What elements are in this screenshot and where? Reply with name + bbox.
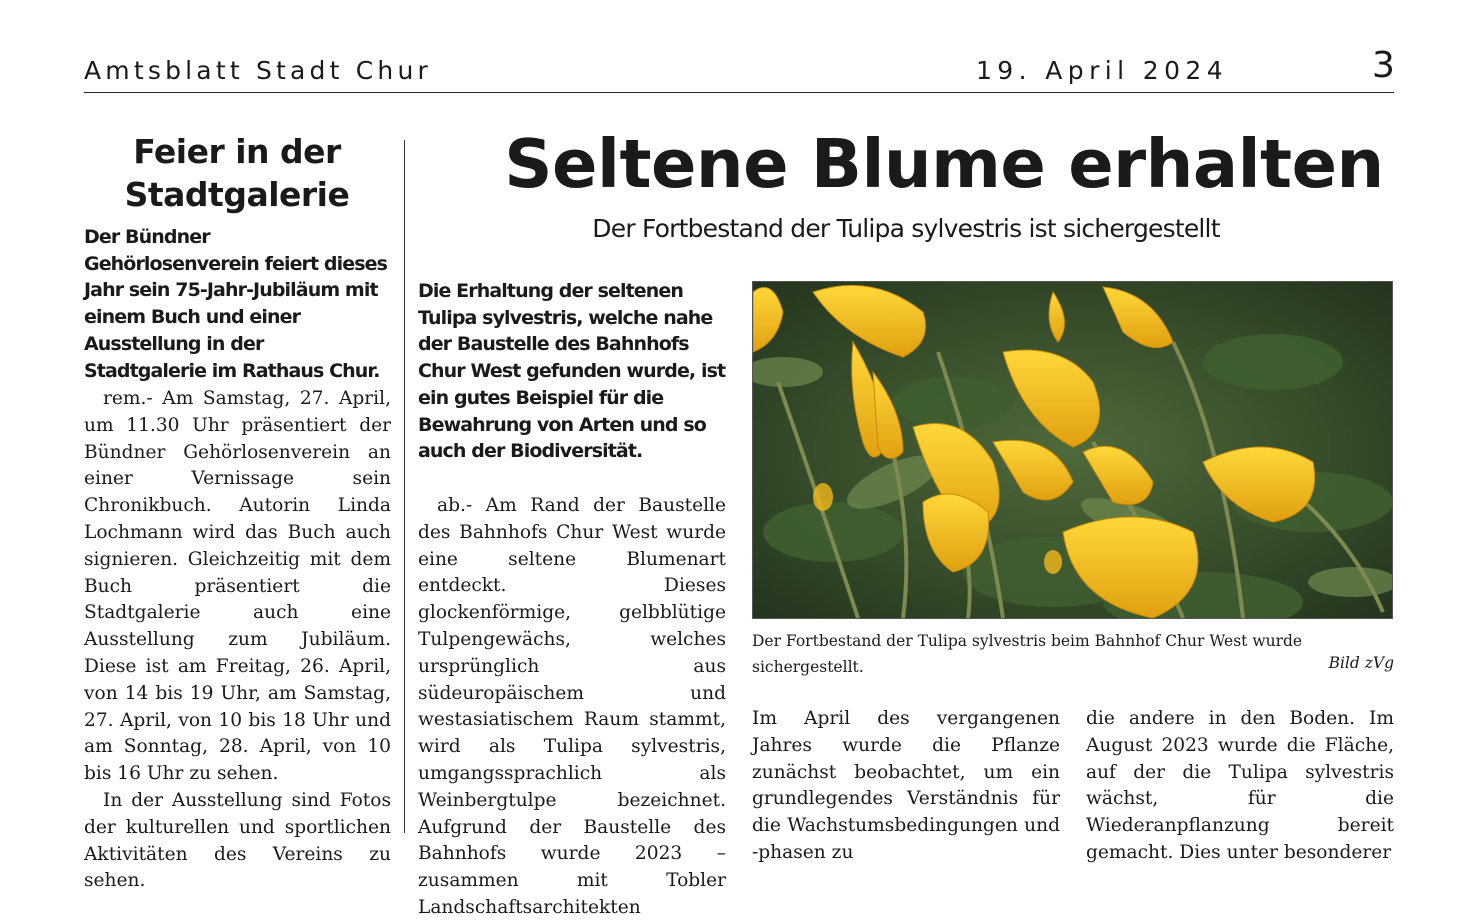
issue-date: 19. April 2024: [976, 56, 1229, 85]
main-article-body-col3: [1086, 706, 1394, 867]
main-article-body-col1: [418, 493, 726, 922]
main-article-lead: Die Erhaltung der seltenen Tulipa sylvestris, welche nahe der Baustelle des Bahnhofs Chur West gefunden wurde, ist ein gutes Beispiel für die Bewahrung von Arten und so auch der Biodiversität.: [418, 280, 726, 463]
main-article-title: Seltene Blume erhalten: [504, 125, 1384, 203]
photo-caption: Der Fortbestand der Tulipa sylvestris beim Bahnhof Chur West wurde sichergestellt.: [752, 632, 1303, 676]
tulip-photo: [752, 281, 1393, 619]
page-number: 3: [1372, 45, 1395, 86]
photo-credit: Bild zVg: [1328, 654, 1394, 672]
main-article-body-col2: [752, 706, 1060, 867]
header-divider: [84, 92, 1394, 93]
side-article-title: [84, 130, 390, 216]
side-title-line2: Stadtgalerie: [124, 175, 350, 214]
body-paragraph: die andere in den Boden. Im August 2023 wurde die Fläche, auf der die Tulipa sylvestris wächst, für die Wiederanpflanzung bereit gemacht. Dies unter besonderer: [1086, 708, 1394, 863]
column-divider: [404, 140, 405, 833]
main-article-subtitle: Der Fortbestand der Tulipa sylvestris ist sichergestellt: [592, 214, 1220, 243]
side-paragraph: rem.- Am Samstag, 27. April, um 11.30 Uhr präsentiert der Bündner Gehörlosenverein an einer Vernissage sein Chronikbuch. Autorin Linda Lochmann wird das Buch auch signieren. Gleichzeitig mit dem Buch präsentiert die Stadtgalerie auch eine Ausstellung zum Jubiläum. Diese ist am Freitag, 26. April, von 14 bis 19 Uhr, am Samstag, 27. April, von 10 bis 18 Uhr und am Sonntag, 28. April, von 10 bis 16 Uhr zu sehen.: [84, 388, 391, 785]
side-title-line1: Feier in der: [133, 132, 341, 171]
side-paragraph: In der Ausstellung sind Fotos der kulturellen und sportlichen Aktivitäten des Vereins zu sehen.: [84, 789, 391, 892]
body-paragraph: Im April des vergangenen Jahres wurde die Pflanze zunächst beobachtet, um ein grundlegendes Verständnis für die Wachstumsbedingungen und -phasen zu: [752, 708, 1060, 863]
side-article-body: [84, 386, 391, 895]
side-article-lead: Der Bündner Gehörlosenverein feiert dieses Jahr sein 75-Jahr-Jubiläum mit einem Buch und einer Ausstellung in der Stadtgalerie im Rathaus Chur.: [84, 226, 388, 382]
body-paragraph: ab.- Am Rand der Baustelle des Bahnhofs Chur West wurde eine seltene Blumenart entdeckt. Dieses glockenförmige, gelbblütige Tulpengewächs, welches ursprünglich aus südeuropäischem und westasiatischem Raum stammt, wird als Tulipa sylvestris, umgangssprachlich als Weinbergtulpe bezeichnet. Aufgrund der Baustelle des Bahnhofs wurde 2023 – zusammen mit Tobler Landschaftsarchitekten: [418, 495, 726, 918]
publication-name: Amtsblatt Stadt Chur: [84, 56, 433, 85]
